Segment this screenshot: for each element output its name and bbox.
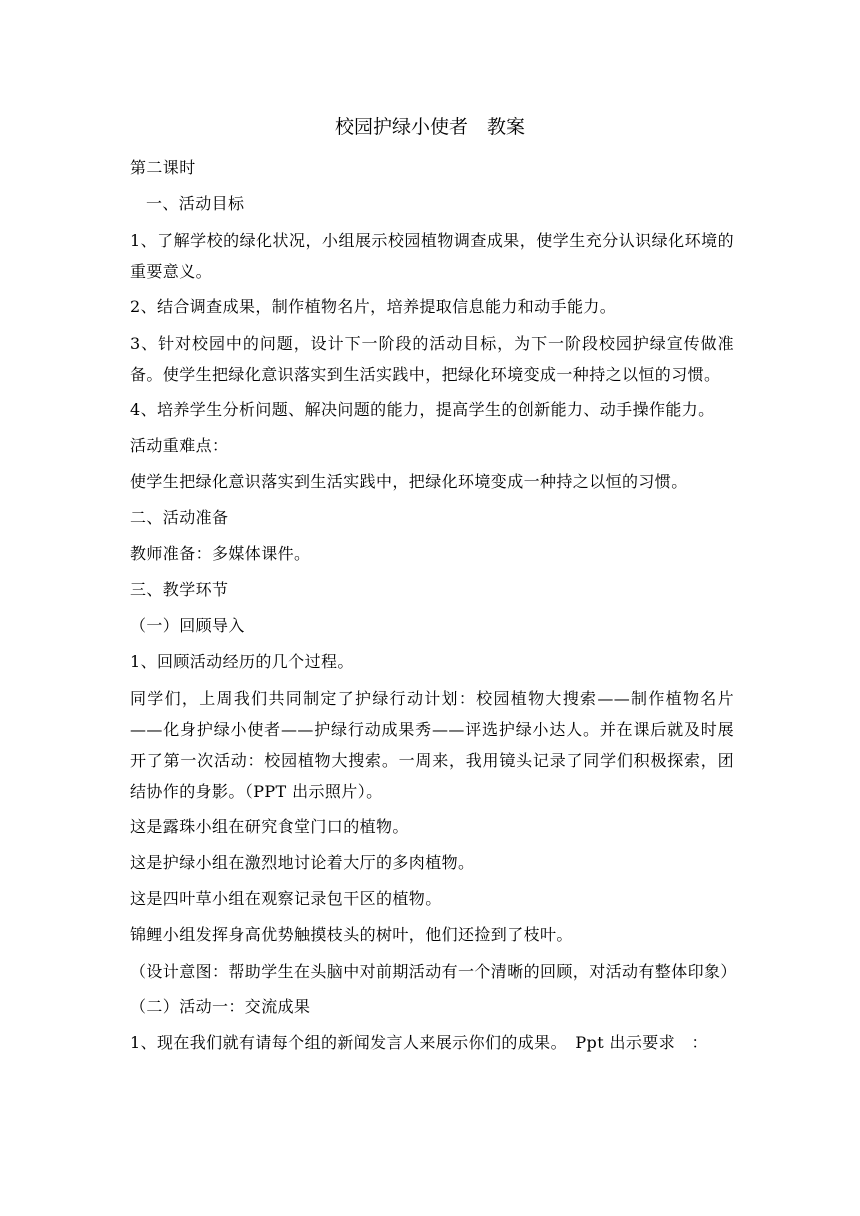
photo-caption-3: 这是四叶草小组在观察记录包干区的植物。 xyxy=(130,889,442,908)
key-points-text: 使学生把绿化意识落实到生活实践中，把绿化环境变成一种持之以恒的习惯。 xyxy=(130,472,688,491)
document-body xyxy=(130,150,737,1061)
section-heading-procedure: 三、教学环节 xyxy=(130,580,229,599)
teacher-preparation: 教师准备：多媒体课件。 xyxy=(130,544,311,563)
document-title: 校园护绿小使者 教案 xyxy=(334,116,525,138)
goal-item-1: 1、了解学校的绿化状况，小组展示校园植物调查成果，使学生充分认识绿化环境的重要意义。 xyxy=(130,231,734,281)
photo-caption-1: 这是露珠小组在研究食堂门口的植物。 xyxy=(130,817,409,836)
goal-item-4: 4、培养学生分析问题、解决问题的能力，提高学生的创新能力、动手操作能力。 xyxy=(130,400,715,419)
review-narrative: 同学们，上周我们共同制定了护绿行动计划：校园植物大搜索——制作植物名片——化身护绿小使者——护绿行动成果秀——评选护绿小达人。并在课后就及时展开了第一次活动：校园植物大搜索。一周来，我用镜头记录了同学们积极探索，团结协作的身影。（PPT 出示照片）。 xyxy=(130,689,734,801)
photo-caption-4: 锦鲤小组发挥身高优势触摸枝头的树叶，他们还捡到了枝叶。 xyxy=(130,925,573,944)
section-heading-preparation: 二、活动准备 xyxy=(130,508,229,527)
activity-one-step-1: 1、现在我们就有请每个组的新闻发言人来展示你们的成果。 Ppt 出示要求 ： xyxy=(130,1033,708,1052)
goal-item-2: 2、结合调查成果，制作植物名片，培养提取信息能力和动手能力。 xyxy=(130,297,617,316)
subsection-activity-one: （二）活动一：交流成果 xyxy=(130,997,311,1016)
subsection-review: （一）回顾导入 xyxy=(130,616,245,635)
photo-caption-2: 这是护绿小组在激烈地讨论着大厅的多肉植物。 xyxy=(130,853,475,872)
section-heading-goals: 一、活动目标 xyxy=(146,194,245,213)
lesson-period: 第二课时 xyxy=(130,158,196,177)
design-intent-note: （设计意图：帮助学生在头脑中对前期活动有一个清晰的回顾，对活动有整体印象） xyxy=(130,962,737,981)
key-points-heading: 活动重难点： xyxy=(130,436,229,455)
review-step-1: 1、回顾活动经历的几个过程。 xyxy=(130,652,354,671)
goal-item-3: 3、针对校园中的问题，设计下一阶段的活动目标，为下一阶段校园护绿宣传做准备。使学生把绿化意识落实到生活实践中，把绿化环境变成一种持之以恒的习惯。 xyxy=(130,334,734,384)
